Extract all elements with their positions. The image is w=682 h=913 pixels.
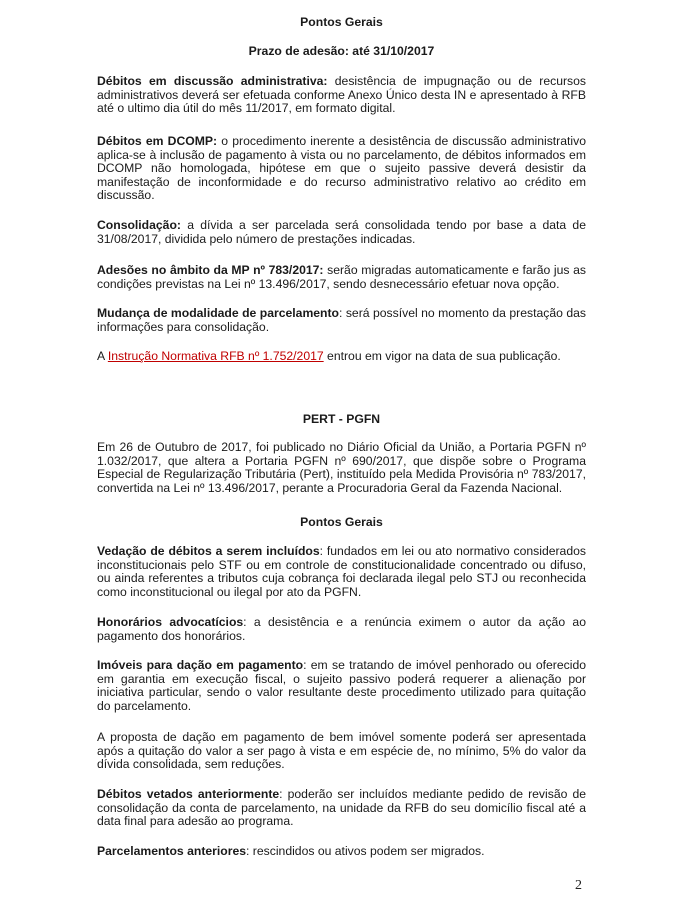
paragraph-text: Em 26 de Outubro de 2017, foi publicado no Diário Oficial da União, a Portaria PGFN nº 1.032/2017, que altera a Portaria PGFN nº 690/2017, que dispõe sobre o Programa Especial de Regularização Tributária (Pert), instituído pela Medida Provisória nº 783/2017, convertida na Lei nº 13.496/2017, perante a Procuradoria Geral da Fazenda Nacional. bbox=[97, 440, 586, 495]
paragraph-text: o procedimento inerente a desistência de discussão administrativo aplica-se à inclusão de pagamento à vista ou no parcelamento, de débitos informados em DCOMP não homologada, hipótese em que o sujeito passive deverá desistir da manifestação de inconformidade e do recurso administrativo relativo ao crédito em discussão. bbox=[97, 134, 586, 203]
paragraph-label: Adesões no âmbito da MP nº 783/2017: bbox=[97, 263, 324, 277]
paragraph-label: Imóveis para dação em pagamento bbox=[97, 658, 304, 672]
paragraph-consolidacao bbox=[97, 219, 586, 246]
paragraph-label: Débitos em discussão administrativa: bbox=[97, 74, 328, 88]
instrucao-normativa-link[interactable]: Instrução Normativa RFB nº 1.752/2017 bbox=[107, 349, 324, 363]
paragraph-imoveis-dacao bbox=[97, 659, 586, 713]
paragraph-pert-intro bbox=[97, 441, 586, 495]
page-number: 2 bbox=[575, 878, 582, 893]
deadline-heading: Prazo de adesão: até 31/10/2017 bbox=[248, 44, 435, 58]
paragraph-text: a dívida a ser parcelada será consolidada tendo por base a data de 31/08/2017, dividida pelo número de prestações indicadas. bbox=[97, 218, 586, 246]
paragraph-text: : rescindidos ou ativos podem ser migrados. bbox=[246, 844, 485, 858]
paragraph-text: : poderão ser incluídos mediante pedido de revisão de consolidação da conta de parcelamento, na unidade da RFB do seu domicílio fiscal até a data final para adesão ao programa. bbox=[97, 787, 587, 829]
section2-subheading: Pontos Gerais bbox=[300, 515, 383, 529]
paragraph-parcelamentos-anteriores bbox=[97, 845, 586, 859]
paragraph-honorarios bbox=[97, 616, 586, 643]
paragraph-text: entrou em vigor na data de sua publicação. bbox=[323, 349, 561, 363]
paragraph-text: : será possível no momento da prestação das informações para consolidação. bbox=[97, 306, 586, 334]
paragraph-mudanca-modalidade bbox=[97, 307, 586, 334]
paragraph-adesoes-mp bbox=[97, 264, 586, 291]
paragraph-label: Débitos vetados anteriormente bbox=[97, 787, 280, 801]
paragraph-text: A proposta de dação em pagamento de bem imóvel somente poderá ser apresentada após a quitação do valor a ser pago à vista e em espécie de, no mínimo, 5% do valor da dívida consolidada, sem reduções. bbox=[97, 730, 586, 772]
paragraph-text: desistência de impugnação ou de recursos administrativos deverá ser efetuada conforme Anexo Único desta IN e apresentado à RFB até o ultimo dia útil do mês 11/2017, em formato digital. bbox=[97, 74, 586, 116]
paragraph-label: Vedação de débitos a serem incluídos bbox=[97, 544, 320, 558]
paragraph-label: Consolidação: bbox=[97, 218, 181, 232]
paragraph-text: A bbox=[97, 349, 108, 363]
paragraph-debitos-discussao bbox=[97, 75, 586, 116]
paragraph-instrucao-normativa bbox=[97, 350, 586, 364]
paragraph-debitos-dcomp bbox=[97, 135, 586, 203]
section2-heading: PERT - PGFN bbox=[302, 412, 381, 426]
paragraph-vedacao bbox=[97, 545, 586, 599]
paragraph-text: serão migradas automaticamente e farão jus as condições previstas na Lei nº 13.496/2017, sendo desnecessário efetuar nova opção. bbox=[97, 263, 587, 291]
paragraph-label: Débitos em DCOMP: bbox=[97, 134, 218, 148]
paragraph-text: : fundados em lei ou ato normativo considerados inconstitucionais pelo STF ou em controle de constitucionalidade concentrado ou difuso, ou ainda referentes a tributos cuja cobrança foi declarada ilegal pelo STJ ou reconhecida como inconstitucional ou ilegal por ato da PGFN. bbox=[97, 544, 586, 599]
paragraph-debitos-vetados bbox=[97, 788, 586, 829]
paragraph-label: Honorários advocatícios bbox=[97, 615, 244, 629]
paragraph-text: : em se tratando de imóvel penhorado ou oferecido em garantia em execução fiscal, o sujeito passivo poderá requerer a alienação por iniciativa particular, sendo o valor resultante deste procedimento utilizado para quitação do parcelamento. bbox=[97, 658, 587, 713]
section1-heading: Pontos Gerais bbox=[300, 15, 383, 29]
paragraph-label: Parcelamentos anteriores bbox=[97, 844, 247, 858]
paragraph-proposta-dacao bbox=[97, 731, 586, 772]
paragraph-label: Mudança de modalidade de parcelamento bbox=[97, 306, 340, 320]
paragraph-text: : a desistência e a renúncia eximem o autor da ação ao pagamento dos honorários. bbox=[97, 615, 586, 643]
